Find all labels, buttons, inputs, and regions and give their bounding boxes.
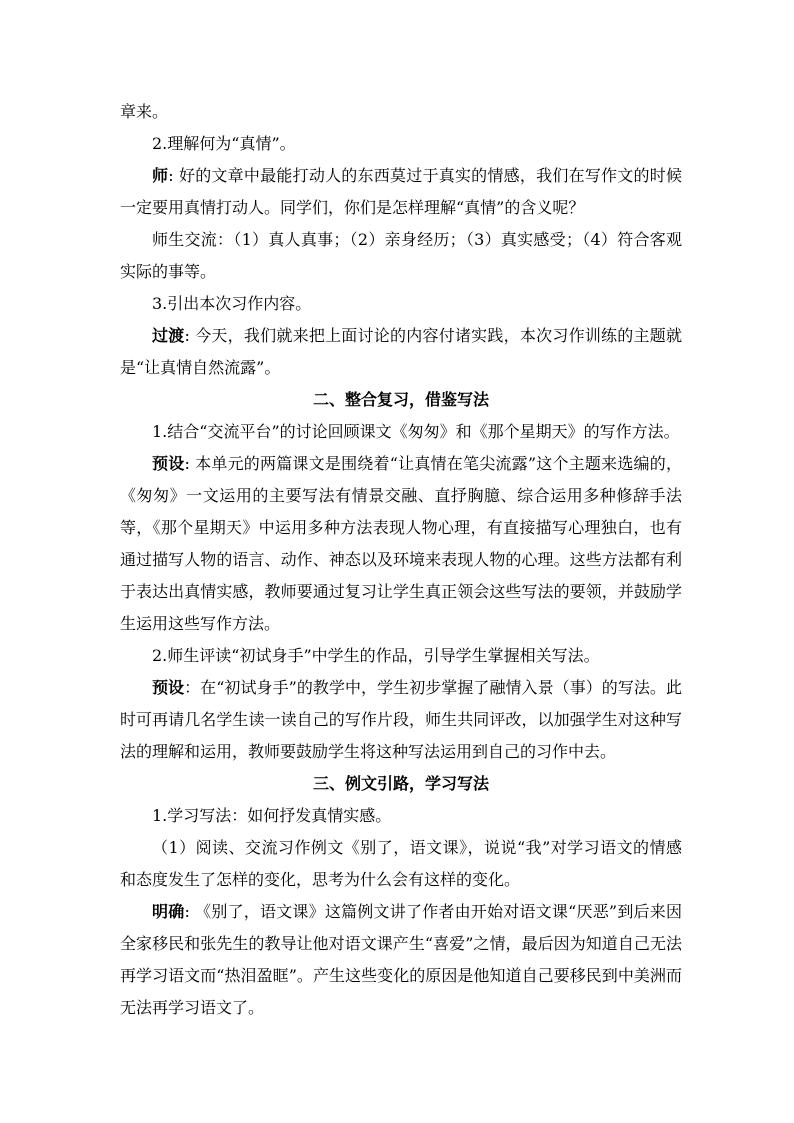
preset-1-text: : 本单元的两篇课文是围绕着“让真情在笔尖流露”这个主题来选编的，《匆匆》一文运用的主要写法有情景交融、直抒胸臆、综合运用多种修辞手法等，《那个星期天》中运用多种方法表现人物心理，有直接描写心理独白，也有通过描写人物的语言、动作、神态以及环境来表现人物的心理。这些方法都有利于表达出真情实感，教师要通过复习让学生真正领会这些写法的要领，并鼓励学生运用这些写作方法。 <box>120 454 682 633</box>
transition-paragraph <box>120 320 682 384</box>
transition-label: 过渡 <box>152 326 185 345</box>
item-3-title: 3.引出本次习作内容。 <box>152 294 312 313</box>
continuation-text: 章来。 <box>120 102 169 121</box>
section-3-subitem-1: （1）阅读、交流习作例文《别了，语文课》，说说“我”对学习语文的情感和态度发生了怎样的变化，思考为什么会有这样的变化。 <box>120 838 682 889</box>
preset-2-paragraph <box>120 672 682 768</box>
preset-2-label: 预设 <box>152 678 185 697</box>
preset-1-label: 预设 <box>152 454 185 473</box>
transition-text: : 今天，我们就来把上面讨论的内容付诸实践，本次习作训练的主题就是“让真情自然流露”。 <box>120 326 682 377</box>
clarify-text: : 《别了，语文课》这篇例文讲了作者由开始对语文课“厌恶”到后来因全家移民和张先生的教导让他对语文课产生“喜爱”之情，最后因为知道自己无法再学习语文而“热泪盈眶”。产生这些变化的原因是他知道自己要移民到中美洲而无法再学习语文了。 <box>120 902 682 1017</box>
item-2-title: 2.理解何为“真情”。 <box>152 134 296 153</box>
section-3-heading: 三、例文引路，学习写法 <box>312 774 489 793</box>
section-3-item-1: 1.学习写法：如何抒发真情实感。 <box>152 806 392 825</box>
section-2-item-1: 1.结合“交流平台”的讨论回顾课文《匆匆》和《那个星期天》的写作方法。 <box>152 422 680 441</box>
section-2-item-2: 2.师生评读“初试身手”中学生的作品，引导学生掌握相关写法。 <box>152 646 600 665</box>
teacher-text: : 好的文章中最能打动人的东西莫过于真实的情感，我们在写作文的时候一定要用真情打动人。同学们，你们是怎样理解“真情”的含义呢？ <box>120 166 682 217</box>
clarify-label: 明确 <box>152 902 185 921</box>
exchange-paragraph: 师生交流：（1）真人真事；（2）亲身经历；（3）真实感受；（4）符合客观实际的事等。 <box>120 230 682 281</box>
teacher-label: 师 <box>152 166 169 185</box>
teacher-paragraph <box>120 160 682 224</box>
preset-2-text: ：在“初试身手”的教学中，学生初步掌握了融情入景（事）的写法。此时可再请几名学生读一读自己的写作片段，师生共同评改，以加强学生对这种写法的理解和运用，教师要鼓励学生将这种写法运用到自己的习作中去。 <box>120 678 682 761</box>
preset-1-paragraph <box>120 448 682 640</box>
clarify-paragraph <box>120 896 682 1024</box>
section-2-heading: 二、整合复习，借鉴写法 <box>312 390 489 409</box>
